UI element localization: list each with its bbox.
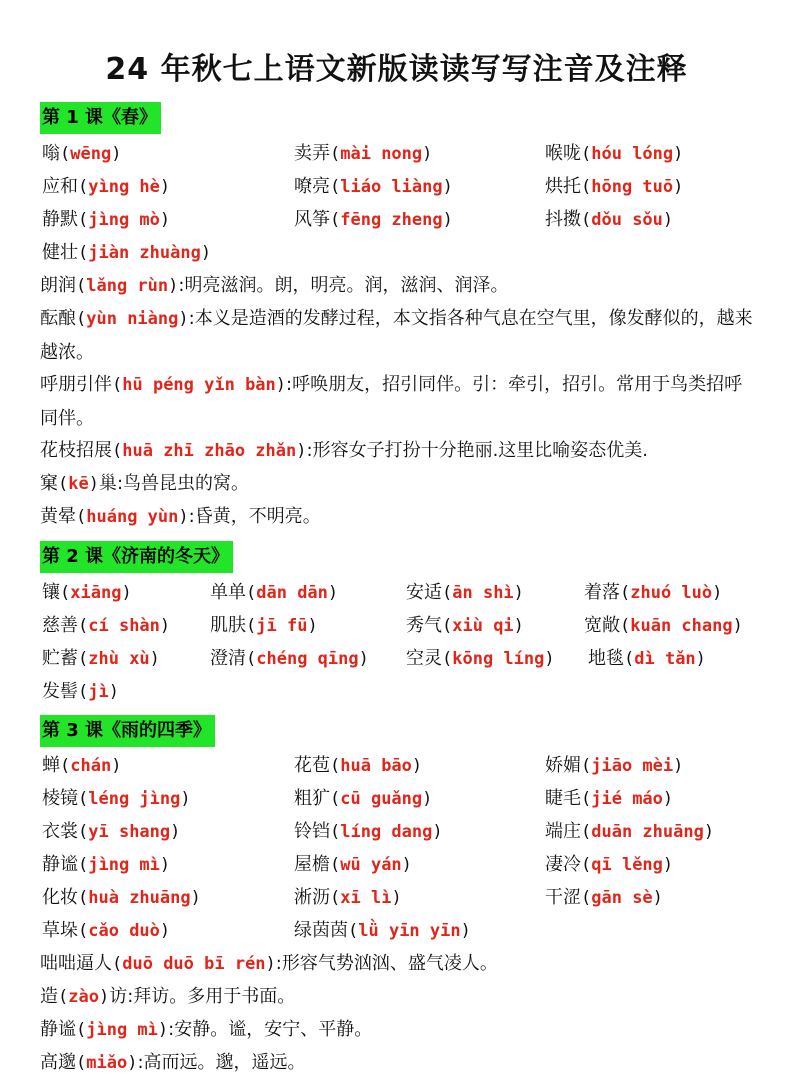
vocab-item: 肌肤(jī fū) [210, 615, 318, 636]
definition-item: 咄咄逼人(duō duō bī rén):形容气势汹汹、盛气凌人。 [40, 953, 498, 974]
vocab-item: 衣裳(yī shang) [42, 821, 181, 842]
vocab-item: 地毯(dì tǎn) [588, 648, 706, 669]
vocab-item: 蝉(chán) [42, 755, 122, 776]
definition-item: 呼朋引伴(hū péng yǐn bàn):呼唤朋友，招引同伴。引：牵引，招引。常用于鸟类招呼同伴。 [40, 374, 743, 429]
vocab-item: 喉咙(hóu lóng) [545, 143, 684, 164]
vocab-item: 淅沥(xī lì) [294, 887, 402, 908]
vocab-item: 安适(ān shì) [406, 582, 524, 603]
vocab-item: 干涩(gān sè) [545, 887, 663, 908]
vocab-item: 宽敞(kuān chang) [584, 615, 743, 636]
page-title: 24 年秋七上语文新版读读写写注音及注释 [105, 52, 688, 87]
vocab-item: 贮蓄(zhù xù) [42, 648, 160, 669]
vocab-item: 绿茵茵(lǜ yīn yīn) [294, 920, 471, 941]
vocab-item: 粗犷(cū guǎng) [294, 788, 433, 809]
vocab-item: 烘托(hōng tuō) [545, 176, 684, 197]
vocab-item: 健壮(jiàn zhuàng) [42, 242, 212, 263]
vocab-item: 镶(xiāng) [42, 582, 132, 603]
vocab-item: 端庄(duān zhuāng) [545, 821, 715, 842]
vocab-item: 澄清(chéng qīng) [210, 648, 369, 669]
definition-item: 花枝招展(huā zhī zhāo zhǎn):形容女子打扮十分艳丽.这里比喻姿态优美. [40, 440, 649, 461]
definition-item: 窠(kē)巢:鸟兽昆虫的窝。 [40, 473, 250, 494]
definition-item: 静谧(jìng mì):安静。谧，安宁、平静。 [40, 1019, 373, 1040]
vocab-item: 嗡(wēng) [42, 143, 122, 164]
section-header-lesson-3: 第 3 课《雨的四季》 [40, 715, 215, 747]
vocab-item: 应和(yìng hè) [42, 176, 171, 197]
vocab-item: 抖擞(dǒu sǒu) [545, 209, 674, 230]
vocab-item: 发髻(jì) [42, 681, 119, 702]
definition-item: 高邈(miǎo):高而远。邈，遥远。 [40, 1052, 306, 1073]
definition-item: 酝酿(yùn niàng):本义是造酒的发酵过程，本文指各种气息在空气里，像发酵似的，越来越浓。 [40, 308, 753, 363]
section-header-lesson-2: 第 2 课《济南的冬天》 [40, 541, 233, 573]
vocab-item: 慈善(cí shàn) [42, 615, 171, 636]
vocab-item: 静默(jìng mò) [42, 209, 171, 230]
definition-item: 造(zào)访:拜访。多用于书面。 [40, 986, 296, 1007]
vocab-item: 娇媚(jiāo mèi) [545, 755, 684, 776]
vocab-item: 屋檐(wū yán) [294, 854, 412, 875]
vocab-item: 化妆(huà zhuāng) [42, 887, 201, 908]
vocab-item: 静谧(jìng mì) [42, 854, 171, 875]
vocab-item: 卖弄(mài nong) [294, 143, 433, 164]
vocab-item: 单单(dān dān) [210, 582, 339, 603]
definition-item: 朗润(lǎng rùn):明亮滋润。朗，明亮。润，滋润、润泽。 [40, 275, 509, 296]
vocab-item: 草垛(cǎo duò) [42, 920, 171, 941]
vocab-item: 铃铛(líng dang) [294, 821, 443, 842]
vocab-item: 空灵(kōng líng) [406, 648, 555, 669]
vocab-item: 风筝(fēng zheng) [294, 209, 453, 230]
vocab-item: 秀气(xiù qi) [406, 615, 524, 636]
vocab-item: 着落(zhuó luò) [584, 582, 723, 603]
section-header-lesson-1: 第 1 课《春》 [40, 102, 161, 134]
vocab-item: 睫毛(jié máo) [545, 788, 674, 809]
vocab-item: 凄冷(qī lěng) [545, 854, 674, 875]
vocab-item: 棱镜(léng jìng) [42, 788, 191, 809]
vocab-item: 嘹亮(liáo liàng) [294, 176, 453, 197]
definition-item: 黄晕(huáng yùn):昏黄，不明亮。 [40, 506, 321, 527]
vocab-item: 花苞(huā bāo) [294, 755, 423, 776]
